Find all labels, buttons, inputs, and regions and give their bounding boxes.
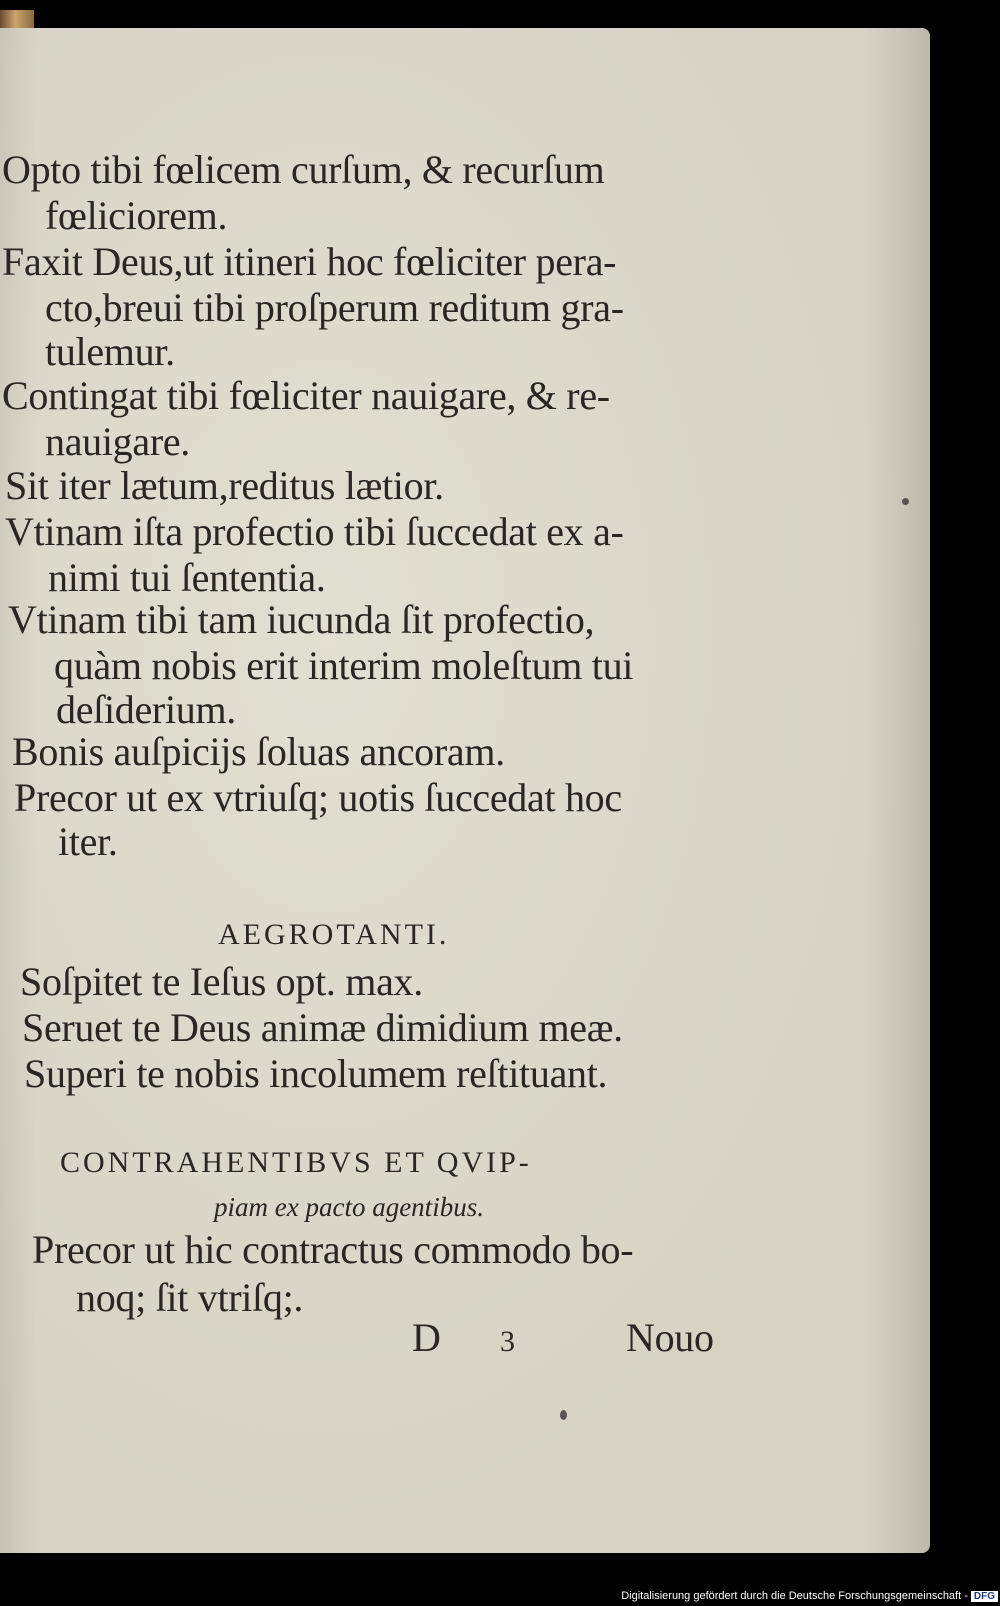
- dfg-logo: DFG: [971, 1591, 998, 1602]
- text-line: cto,breui tibi proſperum reditum gra-: [45, 285, 624, 330]
- section-subheading: piam ex pacto agentibus.: [214, 1192, 484, 1222]
- text-line: Opto tibi fœlicem curſum, & recurſum: [2, 147, 605, 192]
- book-page: [0, 28, 930, 1553]
- text-line: Vtinam iſta profectio tibi ſuccedat ex a-: [5, 509, 624, 554]
- credit-text: Digitalisierung gefördert durch die Deutsche Forschungsgemeinschaft -: [621, 1590, 968, 1602]
- text-line: nimi tui ſententia.: [48, 555, 326, 600]
- text-line: tulemur.: [45, 329, 175, 374]
- text-line: Superi te nobis incolumem reſtituant.: [24, 1051, 608, 1096]
- section-heading: CONTRAHENTIBVS ET QVIP-: [60, 1146, 532, 1179]
- ink-speck: [560, 1410, 567, 1420]
- catchword: Nouo: [626, 1315, 714, 1360]
- text-line: Sit iter lætum,reditus lætior.: [5, 463, 444, 508]
- signature-mark: D: [412, 1315, 441, 1360]
- digitization-credit: [621, 1590, 998, 1602]
- ink-speck: [902, 498, 909, 505]
- text-line: deſiderium.: [56, 687, 236, 732]
- text-line: Vtinam tibi tam iucunda ſit profectio,: [8, 597, 595, 642]
- section-heading: AEGROTANTI.: [218, 918, 450, 951]
- page-text: [0, 28, 930, 1553]
- text-line: noq; ſit vtriſq;.: [76, 1275, 304, 1320]
- text-line: Seruet te Deus animæ dimidium meæ.: [22, 1005, 623, 1050]
- text-line: quàm nobis erit interim moleſtum tui: [54, 643, 634, 688]
- text-line: nauigare.: [45, 419, 190, 464]
- text-line: fœliciorem.: [45, 193, 228, 238]
- text-line: Precor ut hic contractus commodo bo-: [32, 1227, 634, 1272]
- text-line: Contingat tibi fœliciter nauigare, & re-: [2, 373, 610, 418]
- text-line: Soſpitet te Ieſus opt. max.: [20, 959, 423, 1004]
- signature-number: 3: [500, 1325, 515, 1358]
- text-line: Precor ut ex vtriuſq; uotis ſuccedat hoc: [14, 775, 622, 820]
- text-line: Faxit Deus,ut itineri hoc fœliciter pera-: [2, 239, 617, 284]
- text-line: Bonis auſpicijs ſoluas ancoram.: [12, 729, 505, 774]
- text-line: iter.: [58, 819, 118, 864]
